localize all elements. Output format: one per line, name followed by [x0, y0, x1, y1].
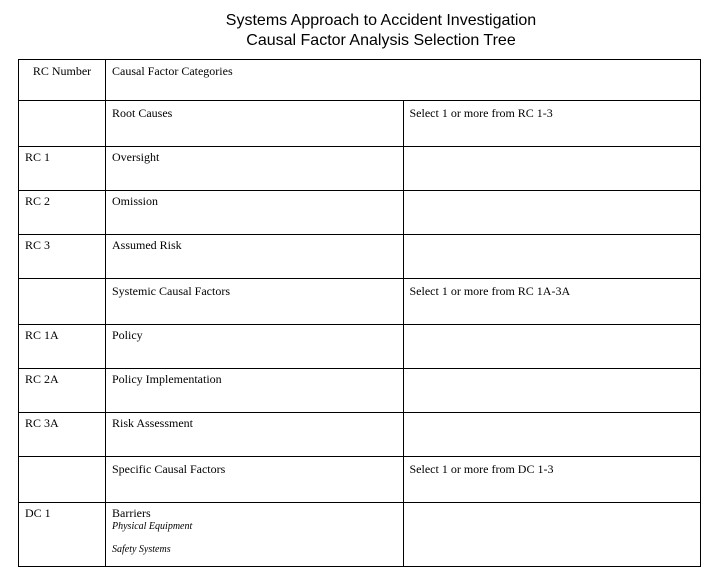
rc-code: RC 2: [19, 191, 106, 235]
rc-code: DC 1: [19, 503, 106, 567]
section-instruction: Select 1 or more from RC 1A-3A: [403, 279, 701, 325]
subitem-label: Physical Equipment: [112, 521, 193, 532]
table-row: [19, 235, 701, 279]
section-row-root-causes: [19, 101, 701, 147]
rc-code: RC 1: [19, 147, 106, 191]
category-label: Barriers: [112, 506, 151, 520]
title-line-2: Causal Factor Analysis Selection Tree: [246, 32, 516, 49]
section-name: Systemic Causal Factors: [106, 279, 404, 325]
header-rc-number: RC Number: [19, 60, 106, 101]
category-label: Assumed Risk: [106, 235, 404, 279]
category-cell: [106, 503, 404, 567]
table-row: [19, 325, 701, 369]
subitem-label: Safety Systems: [112, 544, 171, 555]
section-name: Specific Causal Factors: [106, 457, 404, 503]
rc-code: RC 3A: [19, 413, 106, 457]
section-row-systemic: [19, 279, 701, 325]
table-row: [19, 369, 701, 413]
table-row: [19, 191, 701, 235]
page-title: [0, 11, 720, 51]
category-label: Risk Assessment: [106, 413, 404, 457]
table-header-row: [19, 60, 701, 101]
rc-code: RC 1A: [19, 325, 106, 369]
category-label: Omission: [106, 191, 404, 235]
section-instruction: Select 1 or more from DC 1-3: [403, 457, 701, 503]
table-row: [19, 413, 701, 457]
section-instruction: Select 1 or more from RC 1-3: [403, 101, 701, 147]
table-row: [19, 503, 701, 567]
table-row: [19, 147, 701, 191]
title-line-1: Systems Approach to Accident Investigation: [225, 12, 537, 29]
section-name: Root Causes: [106, 101, 404, 147]
rc-code: RC 3: [19, 235, 106, 279]
category-label: Oversight: [106, 147, 404, 191]
rc-code: RC 2A: [19, 369, 106, 413]
category-label: Policy: [106, 325, 404, 369]
section-row-specific: [19, 457, 701, 503]
category-label: Policy Implementation: [106, 369, 404, 413]
header-categories: Causal Factor Categories: [106, 60, 701, 101]
selection-tree-table: [18, 59, 701, 567]
